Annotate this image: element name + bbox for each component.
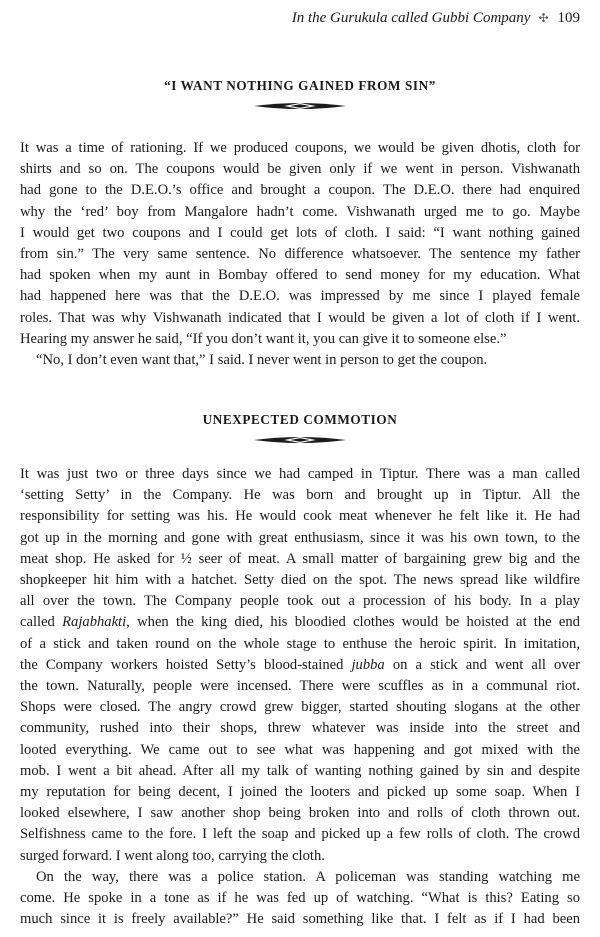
text-line: community, rushed into their shops, threw whatever was inside into the street and: [20, 720, 580, 737]
text-line: come. He spoke in a tone as if he was fed up of watching. “What is this? Eating so: [20, 890, 580, 907]
text-line: Shops were closed. The angry crowd grew bigger, started shouting slogans at the other: [20, 699, 580, 716]
text-line: the town. Naturally, people were incensed. There were scuffles as in a communal riot.: [20, 678, 580, 695]
text-line: why the ‘red’ boy from Mangalore hadn’t come. Vishwanath urged me to go. Maybe: [20, 203, 580, 220]
section-heading-unexpected-commotion: UNEXPECTED COMMOTION: [202, 412, 398, 427]
text-line: got up in the morning and gone with great enthusiasm, since it was his own town, to the: [20, 529, 580, 546]
text-line: looked elsewhere, I saw another shop being broken into and rolls of cloth thrown out.: [20, 805, 580, 822]
text-line: responsibility for setting was his. He would cook meat whenever he felt like it. He had: [20, 508, 580, 525]
text-line: had gone to the D.E.O.’s office and brought a coupon. The D.E.O. there had enquired: [20, 182, 580, 199]
text-line: called Rajabhakti, when the king died, his bloodied clothes would be hoisted at the end: [20, 614, 580, 631]
text-line: my reputation for being decent, I joined the looters and picked up some soap. When I: [20, 784, 580, 801]
section-heading-nothing-gained: “I WANT NOTHING GAINED FROM SIN”: [164, 78, 436, 93]
ornament-icon: ✣: [538, 11, 549, 25]
text-line: Selfishness came to the fore. I left the soap and picked up a few rolls of cloth. The crowd: [20, 826, 580, 843]
rule-ornament-icon: [254, 101, 346, 111]
paragraph: [20, 350, 580, 371]
text-line: of a stick and taken round on the whole stage to enthuse the heroic spirit. In imitation,: [20, 635, 580, 652]
decorative-rule: [0, 435, 600, 445]
paragraph: [20, 464, 580, 867]
text-line: shirts and so on. The coupons would be given only if we went in person. Vishwanath: [20, 161, 580, 178]
running-header: [20, 8, 580, 28]
text-line: much since it is freely available?” He said something like that. I felt as if I had been: [20, 911, 580, 928]
text-line: had happened here was that the D.E.O. was impressed by me since I played female: [20, 288, 580, 305]
section-body-unexpected-commotion: [20, 464, 580, 930]
running-header-title: In the Gurukula called Gubbi Company: [291, 10, 531, 26]
text-line: I would get two coupons and I could get lots of cloth. I said: “I want nothing gained: [20, 224, 580, 241]
text-line: It was just two or three days since we had camped in Tiptur. There was a man called: [20, 466, 580, 482]
text-line: surged forward. I went along too, carrying the cloth.: [20, 847, 325, 864]
section-body-nothing-gained: [20, 138, 580, 371]
text-line: shopkeeper hit him with a hatchet. Setty died on the spot. The news spread like wildfire: [20, 572, 580, 589]
text-line: roles. That was why Vishwanath indicated that I would be given a lot of cloth if I went.: [20, 309, 580, 326]
text-line: meat shop. He asked for ½ seer of meat. A small matter of bargaining grew big and the: [20, 550, 580, 567]
rule-ornament-icon: [254, 435, 346, 445]
text-line: all over the town. The Company people took out a procession of his body. In a play: [20, 593, 580, 610]
text-line: looted everything. We came out to see what was happening and got mixed with the: [20, 741, 580, 758]
page-number: 109: [557, 10, 580, 26]
text-line: On the way, there was a police station. A policeman was standing watching me: [36, 868, 580, 885]
text-line: Hearing my answer he said, “If you don’t want it, you can give it to someone else.”: [20, 330, 507, 347]
text-line: ‘setting Setty’ in the Company. He was born and brought up in Tiptur. All the: [20, 487, 580, 504]
text-line: the Company workers hoisted Setty’s blood-stained jubba on a stick and went all over: [20, 656, 580, 673]
paragraph: [20, 138, 580, 350]
text-line: from sin.” The very same sentence. No difference whatsoever. The sentence my father: [20, 246, 580, 263]
text-line: “No, I don’t even want that,” I said. I never went in person to get the coupon.: [36, 352, 488, 369]
text-line: mob. I went a bit ahead. After all my talk of wanting nothing gained by sin and despite: [20, 762, 580, 779]
decorative-rule: [0, 101, 600, 111]
paragraph: [20, 867, 580, 931]
text-line: had spoken when my aunt in Bombay offered to send money for my education. What: [20, 267, 580, 284]
text-line: It was a time of rationing. If we produced coupons, we would be given dhotis, cloth for: [20, 140, 580, 156]
